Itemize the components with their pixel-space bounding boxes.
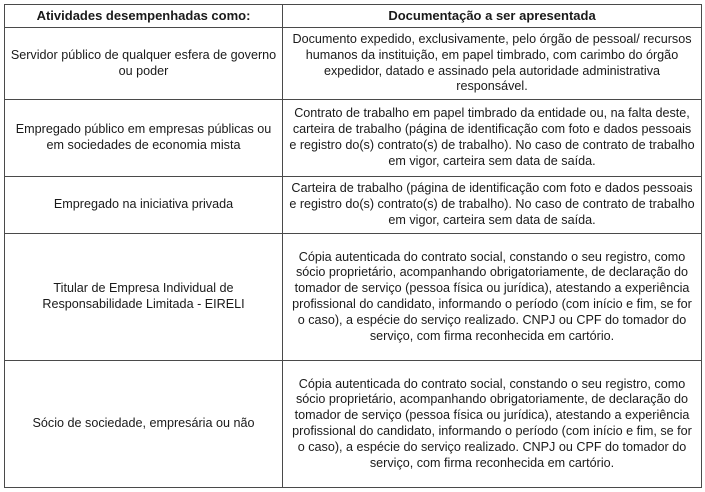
activity-cell: Servidor público de qualquer esfera de governo ou poder [5,28,283,100]
documentation-cell: Documento expedido, exclusivamente, pelo órgão de pessoal/ recursos humanos da instituição, em papel timbrado, com carimbo do órgão expedidor, datado e assinado pela autoridade administrativa responsável. [283,28,702,100]
activity-cell: Empregado na iniciativa privada [5,177,283,234]
documentation-cell: Carteira de trabalho (página de identificação com foto e dados pessoais e registro do(s) contrato(s) de trabalho). No caso de contrato de trabalho em vigor, carteira sem data de saída. [283,177,702,234]
documentation-cell: Cópia autenticada do contrato social, constando o seu registro, como sócio proprietário, acompanhando obrigatoriamente, de declaração do tomador de serviço (pessoa física ou jurídica), atestando a experiência profissional do candidato, informando o período (com início e fim, se for o caso), a espécie do serviço realizado. CNPJ ou CPF do tomador do serviço, com firma reconhecida em cartório. [283,234,702,361]
activity-cell: Titular de Empresa Individual de Responsabilidade Limitada - EIRELI [5,234,283,361]
activity-cell: Sócio de sociedade, empresária ou não [5,361,283,488]
documentation-cell: Contrato de trabalho em papel timbrado da entidade ou, na falta deste, carteira de trabalho (página de identificação com foto e dados pessoais e registro do(s) contrato(s) de trabalho). No caso de contrato de trabalho em vigor, carteira sem data de saída. [283,100,702,177]
table-row [5,28,702,100]
documentation-cell: Cópia autenticada do contrato social, constando o seu registro, como sócio proprietário, acompanhando obrigatoriamente, de declaração do tomador de serviço (pessoa física ou jurídica), atestando a experiência profissional do candidato, informando o período (com início e fim, se for o caso), a espécie do serviço realizado. CNPJ ou CPF do tomador do serviço, com firma reconhecida em cartório. [283,361,702,488]
table-row [5,361,702,488]
header-documentation: Documentação a ser apresentada [283,5,702,28]
activity-cell: Empregado público em empresas públicas ou em sociedades de economia mista [5,100,283,177]
table-row [5,100,702,177]
table-row [5,177,702,234]
table-row [5,234,702,361]
documentation-table [4,4,702,488]
header-activities: Atividades desempenhadas como: [5,5,283,28]
table-header-row [5,5,702,28]
